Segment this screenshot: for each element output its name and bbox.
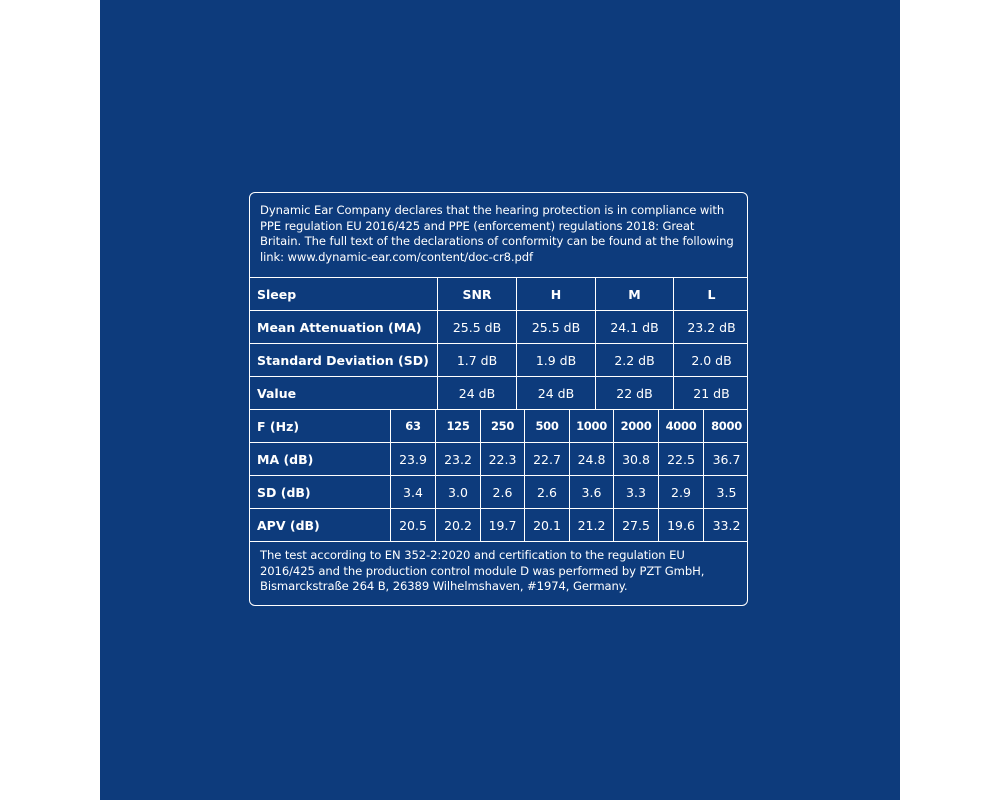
value-cell: 22.5 [659,443,704,476]
value-cell: 23.9 [391,443,436,476]
value-cell: 2.9 [659,476,704,509]
summary-header-label: Sleep [250,278,438,311]
frequency-header-cell: 2000 [614,410,659,443]
summary-row-mean-attenuation [250,311,749,344]
summary-row-standard-deviation [250,344,749,377]
summary-header-h: H [517,278,596,311]
frequency-header-cell: 63 [391,410,436,443]
value-cell: 2.6 [481,476,525,509]
summary-header-l: L [674,278,749,311]
value-cell: 3.3 [614,476,659,509]
value-cell: 30.8 [614,443,659,476]
frequency-attenuation-table [249,409,748,542]
row-label: Mean Attenuation (MA) [250,311,438,344]
value-cell: 21 dB [674,377,749,410]
value-cell: 22.3 [481,443,525,476]
frequency-header-cell: 1000 [570,410,614,443]
value-cell: 24.1 dB [596,311,674,344]
specification-card [249,192,748,606]
value-cell: 19.6 [659,509,704,542]
frequency-row-sd [250,476,749,509]
certification-footer-text: The test according to EN 352-2:2020 and certification to the regulation EU 2016/425 and the production control module D was performed by PZT GmbH, Bismarckstraße 264 B, 26389 Wilhelmshaven, #1974, Germany. [260,548,705,593]
row-label: MA (dB) [250,443,391,476]
attenuation-summary-table [249,277,748,410]
value-cell: 2.6 [525,476,570,509]
value-cell: 27.5 [614,509,659,542]
frequency-row-apv [250,509,749,542]
value-cell: 23.2 [436,443,481,476]
row-label: Standard Deviation (SD) [250,344,438,377]
declaration-text: Dynamic Ear Company declares that the hearing protection is in compliance with PPE regulation EU 2016/425 and PPE (enforcement) regulations 2018: Great Britain. The full text of the declarations of conformity can be found at the following link: www.dynamic-ear.com/content/doc-cr8.pdf [260,203,734,264]
value-cell: 2.0 dB [674,344,749,377]
frequency-header-label: F (Hz) [250,410,391,443]
value-cell: 2.2 dB [596,344,674,377]
value-cell: 1.9 dB [517,344,596,377]
value-cell: 25.5 dB [517,311,596,344]
value-cell: 22 dB [596,377,674,410]
value-cell: 3.6 [570,476,614,509]
frequency-row-ma [250,443,749,476]
summary-header-m: M [596,278,674,311]
value-cell: 3.4 [391,476,436,509]
frequency-header-row [250,410,749,443]
value-cell: 24 dB [517,377,596,410]
summary-row-value [250,377,749,410]
row-label: Value [250,377,438,410]
value-cell: 20.5 [391,509,436,542]
value-cell: 1.7 dB [438,344,517,377]
value-cell: 3.5 [704,476,749,509]
value-cell: 22.7 [525,443,570,476]
value-cell: 33.2 [704,509,749,542]
value-cell: 36.7 [704,443,749,476]
value-cell: 24.8 [570,443,614,476]
value-cell: 24 dB [438,377,517,410]
value-cell: 25.5 dB [438,311,517,344]
frequency-header-cell: 4000 [659,410,704,443]
frequency-header-cell: 8000 [704,410,749,443]
value-cell: 20.1 [525,509,570,542]
summary-header-snr: SNR [438,278,517,311]
row-label: SD (dB) [250,476,391,509]
value-cell: 19.7 [481,509,525,542]
value-cell: 21.2 [570,509,614,542]
summary-header-row [250,278,749,311]
value-cell: 20.2 [436,509,481,542]
frequency-header-cell: 250 [481,410,525,443]
row-label: APV (dB) [250,509,391,542]
value-cell: 23.2 dB [674,311,749,344]
frequency-header-cell: 500 [525,410,570,443]
value-cell: 3.0 [436,476,481,509]
frequency-header-cell: 125 [436,410,481,443]
